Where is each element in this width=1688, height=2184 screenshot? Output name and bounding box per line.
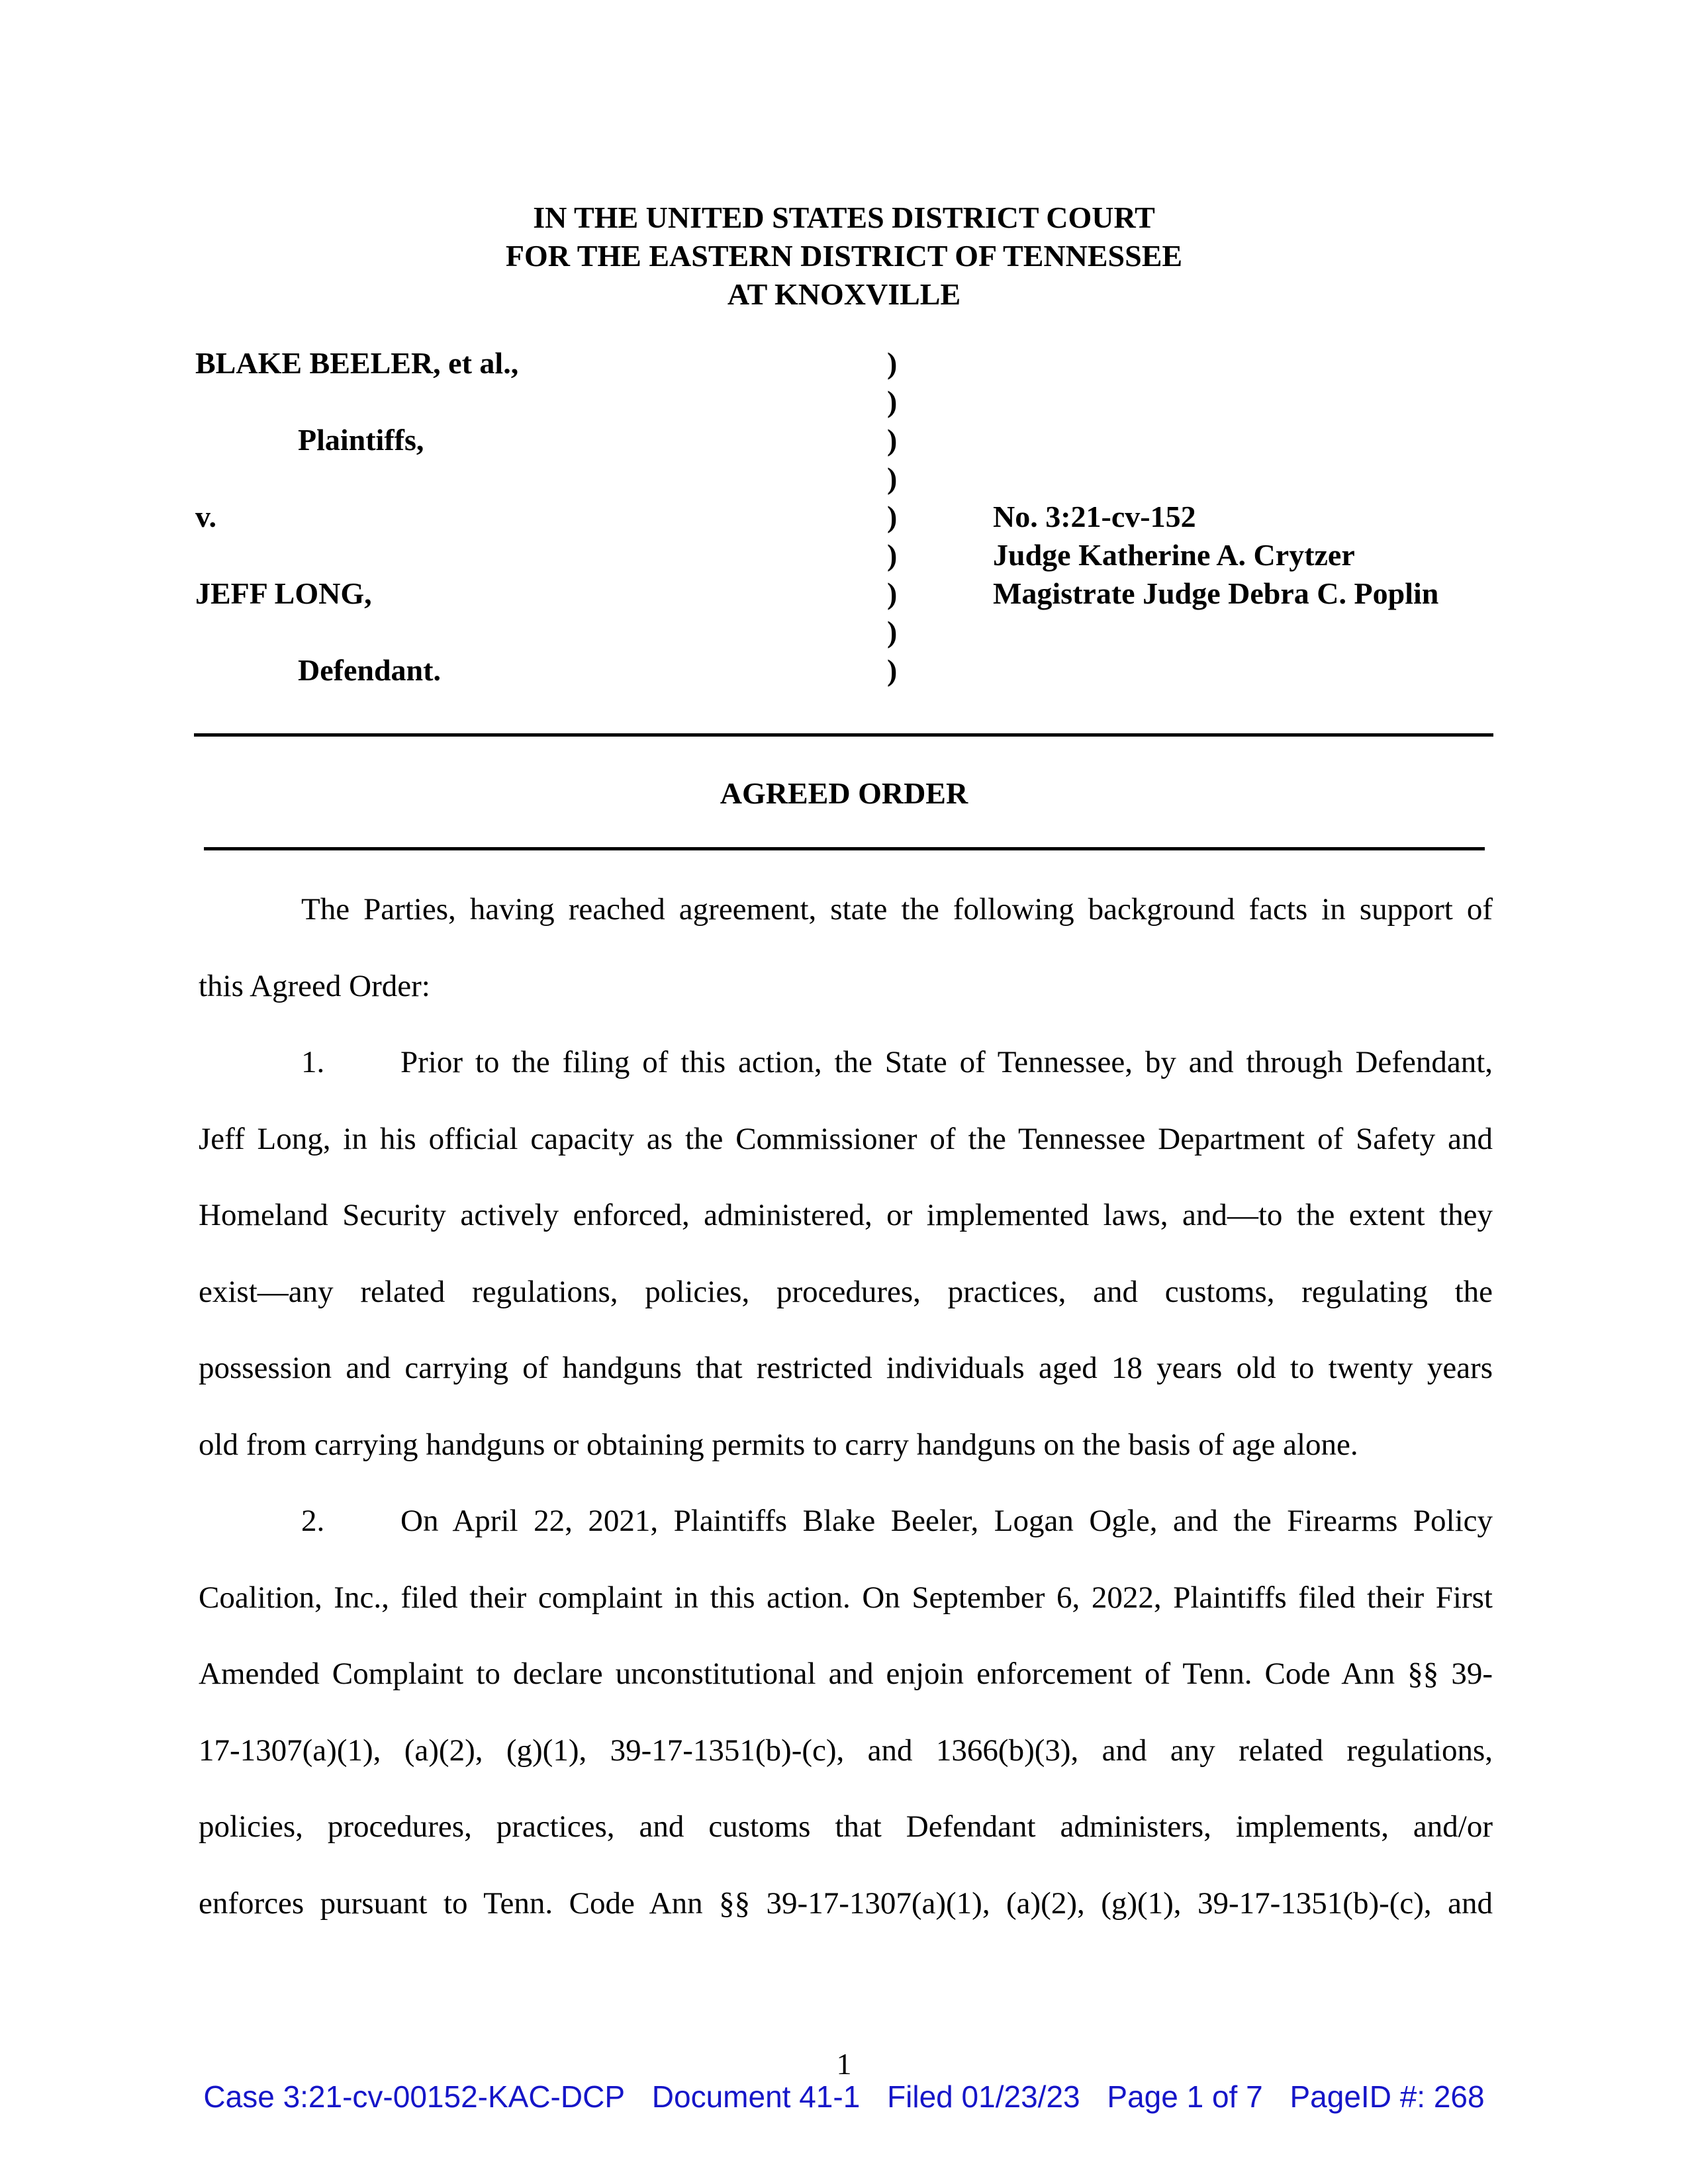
- magistrate-judge: Magistrate Judge Debra C. Poplin: [993, 576, 1439, 610]
- footer-case-number: Case 3:21-cv-00152-KAC-DCP: [203, 2079, 625, 2114]
- footer-filed-date: Filed 01/23/23: [887, 2079, 1080, 2114]
- case-number: No. 3:21-cv-152: [993, 500, 1196, 533]
- caption-paren: ): [887, 576, 898, 610]
- footer-page: Page 1 of 7: [1107, 2079, 1263, 2114]
- caption-paren: ): [887, 653, 898, 687]
- body-line: possession and carrying of handguns that restricted individuals aged 18 years old to twenty years: [199, 1351, 1493, 1385]
- caption-paren: ): [887, 538, 898, 572]
- title-divider: [204, 847, 1485, 850]
- footer-document: Document 41-1: [651, 2079, 861, 2114]
- order-title: AGREED ORDER: [720, 776, 968, 810]
- body-line: Jeff Long, in his official capacity as the Commissioner of the Tennessee Department of Safety and: [199, 1121, 1493, 1156]
- body-line: Amended Complaint to declare unconstitutional and enjoin enforcement of Tenn. Code Ann §§ 39-: [199, 1657, 1493, 1691]
- defendant-name: JEFF LONG,: [195, 576, 372, 610]
- body-line: 17-1307(a)(1), (a)(2), (g)(1), 39-17-1351(b)-(c), and 1366(b)(3), and any related regulations,: [199, 1733, 1493, 1768]
- paragraph-2-first-line: [199, 1502, 1493, 1578]
- caption-paren: ): [887, 423, 898, 457]
- body-line: enforces pursuant to Tenn. Code Ann §§ 39-17-1307(a)(1), (a)(2), (g)(1), 39-17-1351(b)-(c), and: [199, 1886, 1493, 1921]
- caption-paren: ): [887, 385, 898, 418]
- body-line: On April 22, 2021, Plaintiffs Blake Beeler, Logan Ogle, and the Firearms Policy: [400, 1504, 1493, 1538]
- body-line: Homeland Security actively enforced, administered, or implemented laws, and—to the extent they: [199, 1198, 1493, 1232]
- paragraph-number: 1.: [301, 1045, 325, 1079]
- paragraph-1-first-line: [199, 1043, 1493, 1120]
- body-line: this Agreed Order:: [199, 968, 430, 1003]
- body-line: Coalition, Inc., filed their complaint in this action. On September 6, 2022, Plaintiffs filed their First: [199, 1580, 1493, 1615]
- body-line: policies, procedures, practices, and customs that Defendant administers, implements, and/or: [199, 1809, 1493, 1844]
- caption-divider: [194, 733, 1493, 737]
- court-heading-line-3: AT KNOXVILLE: [727, 277, 961, 311]
- versus: v.: [195, 500, 216, 533]
- caption-parentheses: [887, 344, 914, 690]
- page-number: 1: [836, 2047, 852, 2081]
- court-heading: [0, 199, 1688, 314]
- caption-paren: ): [887, 500, 898, 533]
- footer-page-id: PageID #: 268: [1289, 2079, 1485, 2114]
- order-body: [199, 890, 1493, 1960]
- ecf-footer-stamp: [0, 2077, 1688, 2116]
- district-judge: Judge Katherine A. Crytzer: [993, 538, 1355, 572]
- plaintiff-role: Plaintiffs,: [298, 423, 424, 457]
- court-heading-line-1: IN THE UNITED STATES DISTRICT COURT: [533, 201, 1155, 234]
- body-line: The Parties, having reached agreement, state the following background facts in support of: [301, 892, 1493, 927]
- caption-paren: ): [887, 461, 898, 495]
- body-line: old from carrying handguns or obtaining permits to carry handguns on the basis of age alone.: [199, 1427, 1358, 1462]
- caption-paren: ): [887, 615, 898, 649]
- body-line: exist—any related regulations, policies, procedures, practices, and customs, regulating the: [199, 1274, 1493, 1309]
- plaintiff-name: BLAKE BEELER, et al.,: [195, 346, 519, 380]
- court-heading-line-2: FOR THE EASTERN DISTRICT OF TENNESSEE: [505, 239, 1183, 273]
- body-line: Prior to the filing of this action, the State of Tennessee, by and through Defendant,: [400, 1045, 1493, 1079]
- paragraph-number: 2.: [301, 1504, 325, 1538]
- case-caption: [0, 344, 1688, 715]
- defendant-role: Defendant.: [298, 653, 441, 687]
- caption-paren: ): [887, 346, 898, 380]
- case-details: [993, 498, 1523, 613]
